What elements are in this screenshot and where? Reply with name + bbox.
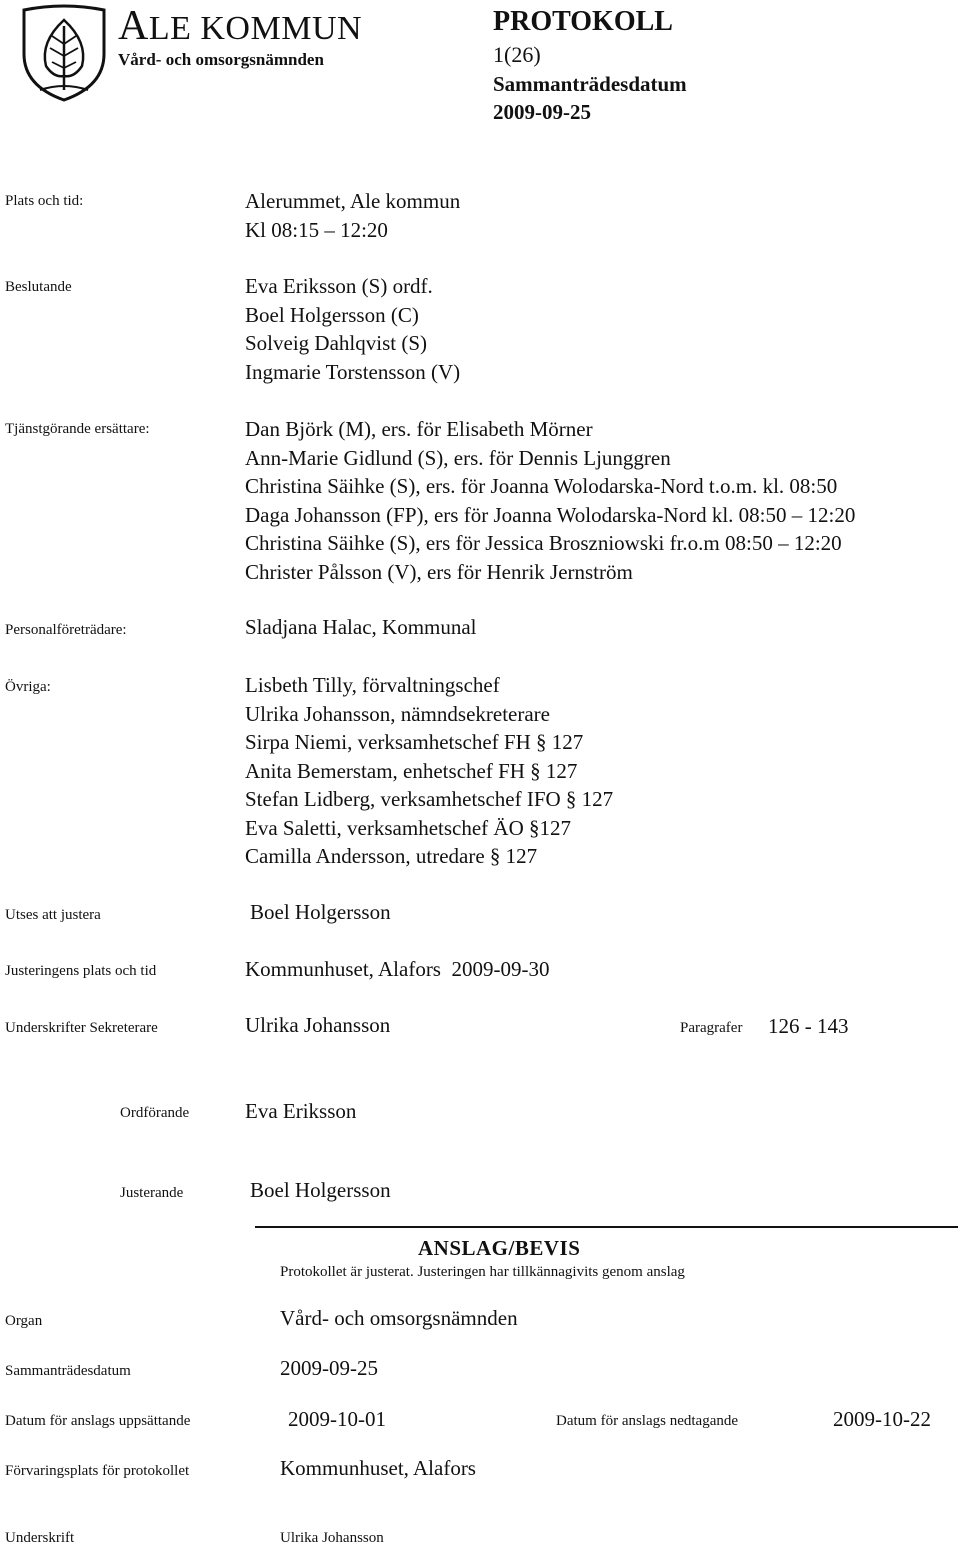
signatures-label: Underskrifter Sekreterare [5,1020,158,1036]
notice-meeting-date: 2009-09-25 [280,1356,378,1380]
org-name: ALE KOMMUN [118,3,363,49]
list-item: Christer Pålsson (V), ers för Henrik Jernström [245,559,633,584]
list-item: Camilla Andersson, utredare § 127 [245,844,538,868]
removed-date-label: Datum för anslags nedtagande [556,1413,739,1429]
section-divider [255,1226,958,1228]
adjust-place-label: Justeringens plats och tid [5,963,157,979]
paragraphs-label: Paragrafer [680,1020,743,1036]
adjust-place-time: Kommunhuset, Alafors 2009-09-30 [245,957,550,981]
staff-rep: Sladjana Halac, Kommunal [245,615,477,639]
meeting-date: 2009-09-25 [493,100,591,124]
list-item: Lisbeth Tilly, förvaltningschef [245,673,500,697]
chair-label: Ordförande [120,1105,190,1121]
list-item: Sirpa Niemi, verksamhetschef FH § 127 [245,730,584,754]
staff-rep-label: Personalföreträdare: [5,622,127,638]
page-number: 1(26) [493,42,541,67]
list-item: Boel Holgersson (C) [245,302,419,327]
list-item: Solveig Dahlqvist (S) [245,331,427,355]
organ-label: Organ [5,1313,43,1329]
removed-date: 2009-10-22 [833,1407,931,1431]
posted-date: 2009-10-01 [288,1407,386,1431]
list-item: Eva Saletti, verksamhetschef ÄO §127 [245,815,571,840]
list-item: Eva Eriksson (S) ordf. [245,274,433,298]
list-item: Christina Säihke (S), ers. för Joanna Wolodarska-Nord t.o.m. kl. 08:50 [245,474,838,498]
notice-note: Protokollet är justerat. Justeringen har tillkännagivits genom anslag [280,1264,685,1280]
signature-label: Underskrift [5,1530,75,1546]
adjuster: Boel Holgersson [250,900,391,924]
secretary-signature: Ulrika Johansson [245,1013,391,1037]
decision-makers-label: Beslutande [5,279,72,295]
decision-makers-list [245,272,460,386]
list-item: Ingmarie Torstensson (V) [245,359,461,384]
storage-label: Förvaringsplats för protokollet [5,1463,190,1479]
place-time [245,187,460,244]
chair-signature: Eva Eriksson [245,1099,357,1123]
notice-meeting-date-label: Sammanträdesdatum [5,1363,131,1379]
list-item: Dan Björk (M), ers. för Elisabeth Mörner [245,417,593,441]
list-item: Anita Bemerstam, enhetschef FH § 127 [245,758,578,783]
adjuster-sign-label: Justerande [120,1185,184,1201]
time-value: Kl 08:15 – 12:20 [245,217,388,242]
adjuster-label: Utses att justera [5,907,101,923]
organ-value: Vård- och omsorgsnämnden [280,1306,518,1330]
list-item: Daga Johansson (FP), ers för Joanna Wolodarska-Nord kl. 08:50 – 12:20 [245,502,856,527]
adjuster-signature: Boel Holgersson [250,1178,391,1202]
place-label: Plats och tid: [5,193,84,209]
storage-value: Kommunhuset, Alafors [280,1456,476,1480]
paragraphs-value: 126 - 143 [768,1014,849,1038]
list-item: Stefan Lidberg, verksamhetschef IFO § 127 [245,787,614,811]
others-label: Övriga: [5,679,51,695]
others-list [245,671,613,871]
list-item: Ann-Marie Gidlund (S), ers. för Dennis Ljunggren [245,445,671,470]
document-title: PROTOKOLL [493,6,673,37]
committee-name: Vård- och omsorgsnämnden [118,50,324,69]
list-item: Ulrika Johansson, nämndsekreterare [245,701,550,726]
meeting-date-label: Sammanträdesdatum [493,72,687,96]
substitutes-list [245,415,855,586]
notice-title: ANSLAG/BEVIS [418,1236,581,1260]
posted-date-label: Datum för anslags uppsättande [5,1413,191,1429]
ale-kommun-logo-icon [18,4,110,104]
substitutes-label: Tjänstgörande ersättare: [5,421,150,437]
list-item: Christina Säihke (S), ers för Jessica Broszniowski fr.o.m 08:50 – 12:20 [245,531,842,555]
place-value: Alerummet, Ale kommun [245,189,461,213]
signature-value: Ulrika Johansson [280,1530,384,1546]
